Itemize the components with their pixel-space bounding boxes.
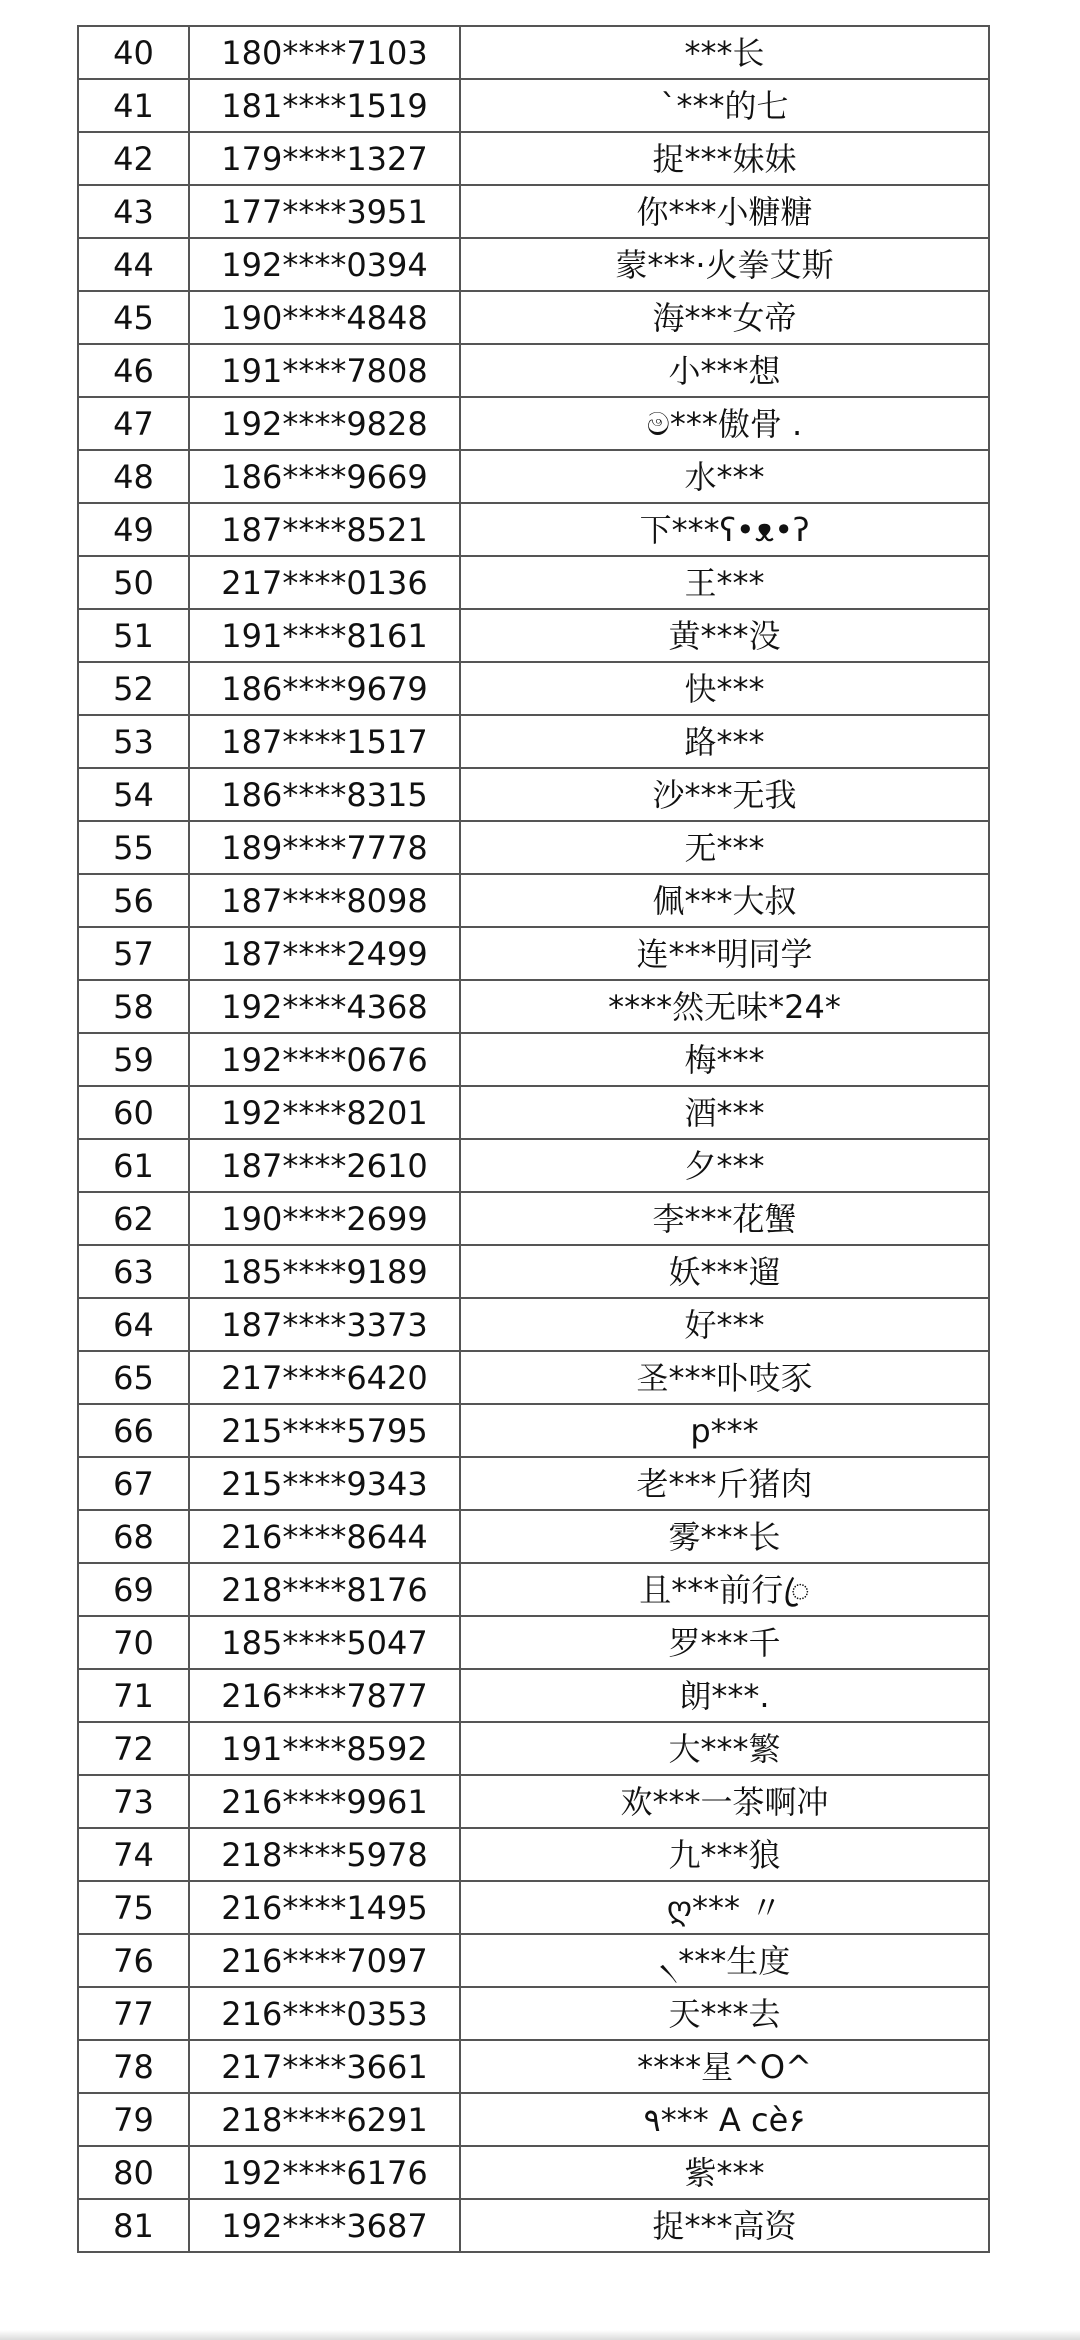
row-number-cell: 65 — [78, 1351, 189, 1404]
table-row — [78, 26, 989, 79]
winners-table-container — [77, 25, 982, 2253]
nickname-cell: 九***狼 — [460, 1828, 989, 1881]
table-row — [78, 1086, 989, 1139]
nickname-cell: ٩*** A cè۶ — [460, 2093, 989, 2146]
table-row — [78, 503, 989, 556]
phone-cell: 191****8161 — [189, 609, 460, 662]
row-number-cell: 75 — [78, 1881, 189, 1934]
table-row — [78, 662, 989, 715]
row-number-cell: 64 — [78, 1298, 189, 1351]
table-row — [78, 1245, 989, 1298]
phone-cell: 180****7103 — [189, 26, 460, 79]
phone-cell: 187****2610 — [189, 1139, 460, 1192]
winners-table — [77, 25, 990, 2253]
phone-cell: 192****6176 — [189, 2146, 460, 2199]
nickname-cell: 捉***妹妹 — [460, 132, 989, 185]
nickname-cell: 沙***无我 — [460, 768, 989, 821]
table-row — [78, 927, 989, 980]
nickname-cell: 快*** — [460, 662, 989, 715]
row-number-cell: 42 — [78, 132, 189, 185]
phone-cell: 187****1517 — [189, 715, 460, 768]
phone-cell: 186****9669 — [189, 450, 460, 503]
table-row — [78, 1987, 989, 2040]
phone-cell: 216****8644 — [189, 1510, 460, 1563]
row-number-cell: 45 — [78, 291, 189, 344]
table-row — [78, 1139, 989, 1192]
row-number-cell: 54 — [78, 768, 189, 821]
phone-cell: 192****0394 — [189, 238, 460, 291]
table-row — [78, 132, 989, 185]
nickname-cell: 海***女帝 — [460, 291, 989, 344]
nickname-cell: 且***前行ꦿ — [460, 1563, 989, 1616]
phone-cell: 217****6420 — [189, 1351, 460, 1404]
row-number-cell: 47 — [78, 397, 189, 450]
row-number-cell: 76 — [78, 1934, 189, 1987]
nickname-cell: 大***繁 — [460, 1722, 989, 1775]
row-number-cell: 44 — [78, 238, 189, 291]
nickname-cell: 夕*** — [460, 1139, 989, 1192]
row-number-cell: 58 — [78, 980, 189, 1033]
phone-cell: 215****9343 — [189, 1457, 460, 1510]
phone-cell: 192****8201 — [189, 1086, 460, 1139]
row-number-cell: 46 — [78, 344, 189, 397]
row-number-cell: 80 — [78, 2146, 189, 2199]
table-row — [78, 1828, 989, 1881]
table-row — [78, 2199, 989, 2252]
row-number-cell: 73 — [78, 1775, 189, 1828]
table-row — [78, 874, 989, 927]
nickname-cell: 天***去 — [460, 1987, 989, 2040]
row-number-cell: 43 — [78, 185, 189, 238]
nickname-cell: 王*** — [460, 556, 989, 609]
phone-cell: 216****1495 — [189, 1881, 460, 1934]
nickname-cell: 罗***千 — [460, 1616, 989, 1669]
table-row — [78, 397, 989, 450]
nickname-cell: 路*** — [460, 715, 989, 768]
row-number-cell: 62 — [78, 1192, 189, 1245]
phone-cell: 185****5047 — [189, 1616, 460, 1669]
phone-cell: 190****4848 — [189, 291, 460, 344]
table-row — [78, 344, 989, 397]
phone-cell: 216****7877 — [189, 1669, 460, 1722]
row-number-cell: 66 — [78, 1404, 189, 1457]
table-row — [78, 1351, 989, 1404]
phone-cell: 186****8315 — [189, 768, 460, 821]
table-row — [78, 980, 989, 1033]
phone-cell: 218****5978 — [189, 1828, 460, 1881]
table-row — [78, 2093, 989, 2146]
table-row — [78, 556, 989, 609]
row-number-cell: 57 — [78, 927, 189, 980]
nickname-cell: 雾***长 — [460, 1510, 989, 1563]
table-row — [78, 1510, 989, 1563]
phone-cell: 216****9961 — [189, 1775, 460, 1828]
phone-cell: 191****8592 — [189, 1722, 460, 1775]
winners-table-body — [78, 26, 989, 2252]
phone-cell: 216****7097 — [189, 1934, 460, 1987]
phone-cell: 179****1327 — [189, 132, 460, 185]
row-number-cell: 68 — [78, 1510, 189, 1563]
row-number-cell: 55 — [78, 821, 189, 874]
nickname-cell: 无*** — [460, 821, 989, 874]
row-number-cell: 40 — [78, 26, 189, 79]
table-row — [78, 768, 989, 821]
phone-cell: 187****2499 — [189, 927, 460, 980]
table-row — [78, 1934, 989, 1987]
nickname-cell: 小***想 — [460, 344, 989, 397]
nickname-cell: 黄***没 — [460, 609, 989, 662]
phone-cell: 217****0136 — [189, 556, 460, 609]
table-row — [78, 1033, 989, 1086]
row-number-cell: 53 — [78, 715, 189, 768]
row-number-cell: 61 — [78, 1139, 189, 1192]
row-number-cell: 70 — [78, 1616, 189, 1669]
nickname-cell: ****然无味*24* — [460, 980, 989, 1033]
nickname-cell: 紫*** — [460, 2146, 989, 2199]
row-number-cell: 49 — [78, 503, 189, 556]
phone-cell: 187****3373 — [189, 1298, 460, 1351]
table-row — [78, 291, 989, 344]
row-number-cell: 77 — [78, 1987, 189, 2040]
nickname-cell: 欢***一茶啊冲 — [460, 1775, 989, 1828]
table-row — [78, 450, 989, 503]
phone-cell: 177****3951 — [189, 185, 460, 238]
nickname-cell: 水*** — [460, 450, 989, 503]
nickname-cell: 好*** — [460, 1298, 989, 1351]
table-row — [78, 2040, 989, 2093]
table-row — [78, 1881, 989, 1934]
row-number-cell: 41 — [78, 79, 189, 132]
nickname-cell: 捉***高资 — [460, 2199, 989, 2252]
row-number-cell: 71 — [78, 1669, 189, 1722]
row-number-cell: 50 — [78, 556, 189, 609]
nickname-cell: p*** — [460, 1404, 989, 1457]
nickname-cell: 梅*** — [460, 1033, 989, 1086]
phone-cell: 216****0353 — [189, 1987, 460, 2040]
row-number-cell: 60 — [78, 1086, 189, 1139]
row-number-cell: 79 — [78, 2093, 189, 2146]
table-row — [78, 1457, 989, 1510]
nickname-cell: ৲***生度 — [460, 1934, 989, 1987]
phone-cell: 218****6291 — [189, 2093, 460, 2146]
table-row — [78, 1298, 989, 1351]
nickname-cell: ම***傲骨 . — [460, 397, 989, 450]
row-number-cell: 63 — [78, 1245, 189, 1298]
table-row — [78, 1616, 989, 1669]
phone-cell: 189****7778 — [189, 821, 460, 874]
nickname-cell: 你***小糖糖 — [460, 185, 989, 238]
nickname-cell: 蒙***·火拳艾斯 — [460, 238, 989, 291]
phone-cell: 187****8098 — [189, 874, 460, 927]
row-number-cell: 74 — [78, 1828, 189, 1881]
table-row — [78, 1669, 989, 1722]
nickname-cell: 朗***. — [460, 1669, 989, 1722]
table-row — [78, 1775, 989, 1828]
phone-cell: 192****0676 — [189, 1033, 460, 1086]
row-number-cell: 67 — [78, 1457, 189, 1510]
table-row — [78, 2146, 989, 2199]
nickname-cell: `***的七 — [460, 79, 989, 132]
table-row — [78, 609, 989, 662]
phone-cell: 218****8176 — [189, 1563, 460, 1616]
row-number-cell: 48 — [78, 450, 189, 503]
phone-cell: 181****1519 — [189, 79, 460, 132]
nickname-cell: ****星^O^ — [460, 2040, 989, 2093]
nickname-cell: 妖***遛 — [460, 1245, 989, 1298]
phone-cell: 217****3661 — [189, 2040, 460, 2093]
table-row — [78, 1404, 989, 1457]
phone-cell: 215****5795 — [189, 1404, 460, 1457]
row-number-cell: 52 — [78, 662, 189, 715]
row-number-cell: 51 — [78, 609, 189, 662]
table-row — [78, 79, 989, 132]
row-number-cell: 72 — [78, 1722, 189, 1775]
nickname-cell: 酒*** — [460, 1086, 989, 1139]
phone-cell: 190****2699 — [189, 1192, 460, 1245]
table-row — [78, 1563, 989, 1616]
row-number-cell: 69 — [78, 1563, 189, 1616]
phone-cell: 185****9189 — [189, 1245, 460, 1298]
table-row — [78, 185, 989, 238]
nickname-cell: 老***斤猪肉 — [460, 1457, 989, 1510]
nickname-cell: 连***明同学 — [460, 927, 989, 980]
table-row — [78, 1722, 989, 1775]
phone-cell: 187****8521 — [189, 503, 460, 556]
table-row — [78, 821, 989, 874]
row-number-cell: 59 — [78, 1033, 189, 1086]
phone-cell: 192****3687 — [189, 2199, 460, 2252]
row-number-cell: 56 — [78, 874, 189, 927]
table-row — [78, 1192, 989, 1245]
scroll-edge-shadow — [0, 2330, 1080, 2340]
phone-cell: 191****7808 — [189, 344, 460, 397]
nickname-cell: 佩***大叔 — [460, 874, 989, 927]
nickname-cell: ღ*** 〃 — [460, 1881, 989, 1934]
nickname-cell: 下***ʕ•ᴥ•ʔ — [460, 503, 989, 556]
nickname-cell: 圣***卟吱豕 — [460, 1351, 989, 1404]
table-row — [78, 715, 989, 768]
table-row — [78, 238, 989, 291]
phone-cell: 192****9828 — [189, 397, 460, 450]
row-number-cell: 78 — [78, 2040, 189, 2093]
phone-cell: 192****4368 — [189, 980, 460, 1033]
row-number-cell: 81 — [78, 2199, 189, 2252]
nickname-cell: 李***花蟹 — [460, 1192, 989, 1245]
phone-cell: 186****9679 — [189, 662, 460, 715]
nickname-cell: ***长 — [460, 26, 989, 79]
